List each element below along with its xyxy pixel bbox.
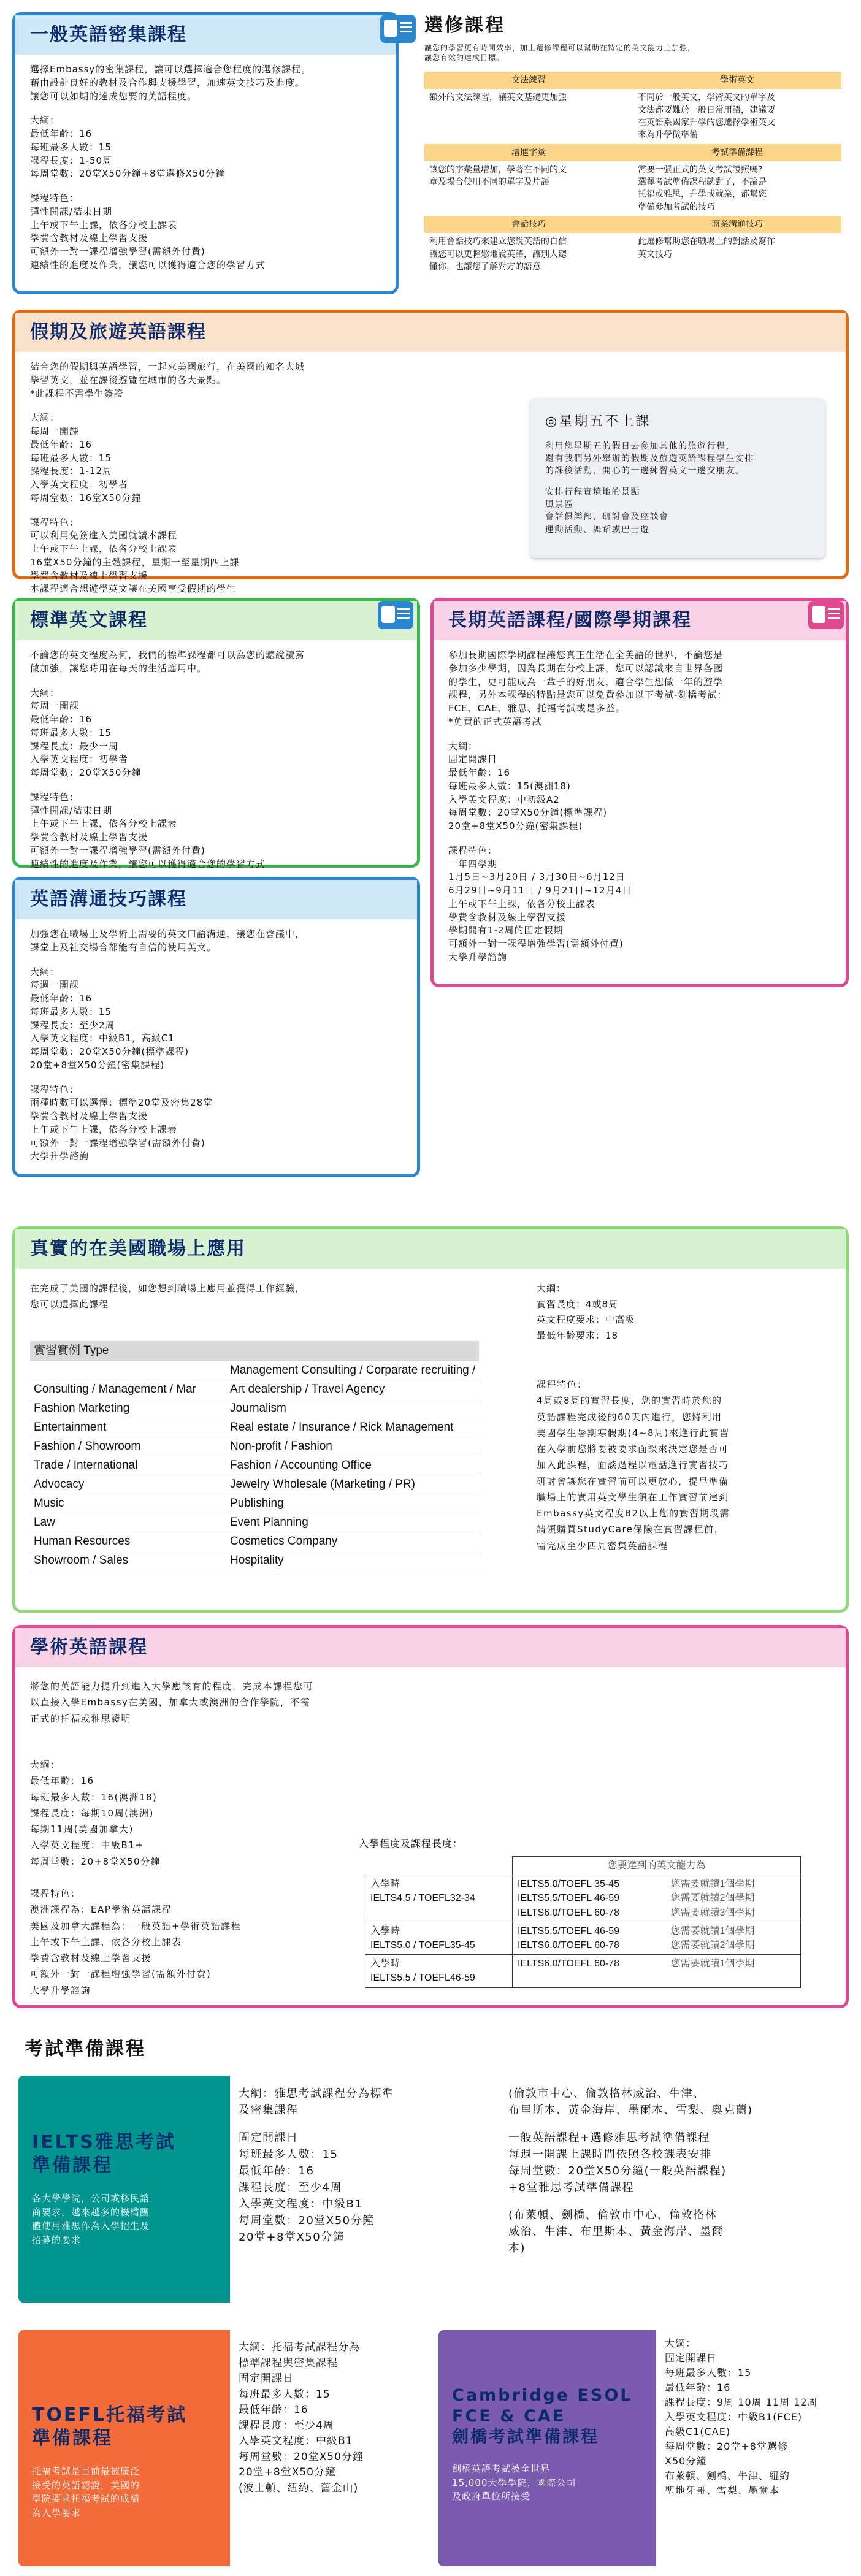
academic-course-title: 學術英語課程 (30, 1637, 148, 1659)
levels-header-row: 您要達到的英文能力為 (365, 1857, 801, 1875)
academic-course-card (12, 1625, 849, 2008)
career-course-title: 真實的在美國職場上應用 (30, 1238, 246, 1260)
friday-note-text: 利用您星期五的假日去參加其他的旅遊行程， 還有我們另外舉辦的假期及旅遊英語課程學生安排 的課後活動，開心的一邊練習英文一邊交朋友。 (545, 441, 754, 476)
ielts-title: IELTS雅思考試 準備課程 (32, 2131, 176, 2176)
academic-intro: 將您的英語能力提升到進入大學應該有的程度，完成本課程您可 以直接入學Embassy在美國，加拿大或澳洲的合作學院，不需 正式的托福或雅思證明 (30, 1681, 314, 1724)
communication-intro: 加強您在職場上及學術上需要的英文口語溝通，讓您在會議中， 課堂上及社交場合都能有自信的使用英文。 (30, 928, 305, 953)
electives-header-row: 文法練習 學術英文 (424, 72, 841, 89)
longterm-course-card (431, 598, 849, 987)
career-outline: 大綱： 實習長度：4或8周 英文程度要求：中高級 最低年齡要求：18 (537, 1283, 635, 1341)
standard-outline: 大綱： 每周一開課 最低年齡：16 每班最多人數：15 課程長度：最少一周 入學英文程度：初學者 每周堂數：20堂X50分鐘 (30, 687, 142, 778)
ielts-outline: 大綱：雅思考試課程分為標準 及密集課程 固定開課日 每班最多人數：15 最低年齡：16 課程長度：至少4周 入學英文程度：中級B1 每周堂數：20堂X50分鐘 20堂+8堂X50分鐘 (230, 2076, 500, 2303)
general-course-header (15, 15, 396, 55)
vacation-course-card (12, 310, 849, 595)
levels-table (365, 1856, 801, 1988)
communication-outline: 大綱： 每週一開課 最低年齡：16 每班最多人數：15 課程長度：至少2周 入學英文程度：中級B1，高級C1 每周堂數：20堂X50分鐘(標準課程) 20堂+8堂X50分鐘(密集課程) (30, 966, 189, 1071)
vacation-outline: 大綱： 每周一開課 最低年齡：16 每班最多人數：15 課程長度：1-12周 入學英文程度：初學者 每周堂數：16堂X50分鐘 (30, 412, 142, 503)
longterm-course-header (434, 601, 846, 640)
table-row: 入學時 IELTS4.5 / TOEFL32-34 IELTS5.0/TOEFL 35-45 IELTS5.5/TOEFL 46-59 IELTS6.0/TOEFL 60-78 您需要就讀1個學期 您需要就讀2個學期 您需要就讀3個學期 (365, 1875, 801, 1922)
table-row: Advocacy Jewelry Wholesale (Marketing / PR) (30, 1475, 479, 1494)
electives-row: 讓您的字彙量增加，學著在不同的文 章及場合使用不同的單字及片語 需要一張正式的英文考試證照嗎? 選擇考試準備課程就對了，不論是 托福或雅思，升學或就業，都幫您 準備參加考試的技巧 (429, 164, 767, 212)
table-row: Showroom / Sales Hospitality (30, 1551, 479, 1570)
general-features: 課程特色： 彈性開課/結束日期 上午或下午上課，依各分校上課表 學費含教材及線上學習支援 可額外一對一課程增強學習(需額外付費) 連續性的進度及作業，讓您可以獲得適合您的學習方式 (30, 193, 266, 270)
table-row: 入學時 IELTS5.0 / TOEFL35-45 IELTS5.5/TOEFL 46-59 IELTS6.0/TOEFL 60-78 您需要就讀1個學期 您需要就讀2個學期 (365, 1922, 801, 1954)
toefl-card (18, 2330, 420, 2566)
longterm-features: 課程特色： 一年四學期 1月5日~3月20日 / 3月30日~6月12日 6月29日~9月11日 / 9月21日~12月4日 上午或下午上課，依各分校上課表 學費含教材及線上學習支援 學期間有1-2周的固定假期 可額外一對一課程增強學習(需額外付費) 大學升學諮詢 (448, 844, 632, 963)
communication-course-body (30, 928, 402, 1163)
table-row: Fashion / Showroom Non-profit / Fashion (30, 1437, 479, 1456)
course-card-icon (808, 601, 844, 629)
vacation-features: 課程特色： 可以利用免簽進入美國就讀本課程 上午或下午上課，依各分校上課表 16堂X50分鐘的主體課程，星期一至星期四上課 學費含教材及線上學習支援 本課程適合想遊學英文讓在美國享受假期的學生 (30, 516, 240, 595)
vacation-course-body (30, 361, 521, 596)
friday-note-box (530, 399, 825, 558)
electives-section (405, 12, 846, 275)
standard-course-title: 標準英文課程 (30, 610, 148, 632)
toefl-desc: 托福考試是目前最被廣泛 接受的英語認證，美國的 學院要求托福考試的成績 為入學要求 (32, 2466, 140, 2518)
general-course-card (12, 12, 399, 294)
table-row: Entertainment Real estate / Insurance / Rick Management (30, 1418, 479, 1437)
exam-prep-heading: 考試準備課程 (25, 2038, 146, 2060)
ielts-card-left (18, 2076, 230, 2303)
general-course-title: 一般英語密集課程 (30, 24, 187, 46)
internship-table (30, 1341, 479, 1570)
general-course-body (30, 63, 381, 272)
table-row: Management Consulting / Corparate recruiting / (30, 1361, 479, 1380)
longterm-intro: 參加長期國際學期課程讓您真正生活在全英語的世界，不論您是 參加多少學期，因為長期在分校上課，您可以認識來自世界各國 的學生，更可能成為一輩子的好朋友，適合學生想做一年的遊學 課程，另外本課程的特點是您可以免費參加以下考試-劍橋考試： FCE、CAE、雅思、托福考試或是多益。 *免費的正式英語考試 (448, 649, 727, 727)
standard-intro: 不論您的英文程度為何，我們的標準課程都可以為您的聽說讀寫 做加強，讓您時用在每天的生活應用中。 (30, 649, 305, 674)
electives-header-row: 增進字彙 考試準備課程 (424, 144, 841, 161)
ielts-card (18, 2076, 846, 2303)
academic-features: 課程特色： 澳洲課程為：EAP學術英語課程 美國及加拿大課程為：一般英語+學術英語課程 上午或下午上課，依各分校上課表 學費含教材及線上學習支援 可額外一對一課程增強學習(需額外付費) 大學升學諮詢 (30, 1888, 242, 1996)
table-row: Human Resources Cosmetics Company (30, 1532, 479, 1551)
electives-header-row: 會話技巧 商業溝通技巧 (424, 216, 841, 233)
ielts-desc: 各大學學院，公司或移民諮 商要求，越來越多的機構團 體使用雅思作為入學招生及 招募的要求 (32, 2193, 150, 2245)
cambridge-card (438, 2330, 846, 2566)
table-row: 入學時 IELTS5.5 / TOEFL46-59 IELTS6.0/TOEFL 60-78 您需要就讀1個學期 (365, 1955, 801, 1987)
career-course-header (15, 1229, 846, 1269)
communication-features: 課程特色： 兩種時數可以選擇：標準20堂及密集28堂 學費含教材及線上學習支援 上午或下午上課，依各分校上課表 可額外一對一課程增強學習(需額外付費) 大學升學諮詢 (30, 1084, 213, 1162)
cambridge-outline: 大綱： 固定開課日 每班最多人數：15 最低年齡：16 課程長度：9周 10周 11周 12周 入學英文程度：中級B1(FCE) 高級C1(CAE) 每周堂數：20堂+8堂選修 X50分鐘 布萊頓、劍橋、牛津、紐約 聖地牙哥、雪梨、墨爾本 (656, 2330, 846, 2566)
communication-course-card (12, 877, 420, 1177)
standard-course-body (30, 649, 402, 871)
ielts-locations: (倫敦市中心、倫敦格林威治、牛津、 布里斯本、黃金海岸、墨爾本、雪梨、奧克蘭) 一般英語課程+選修雅思考試準備課程 每週一開課上課時間依照各校課表安排 每周堂數：20堂X50分鐘(一般英語課程) +8堂雅思考試準備課程 (布萊頓、劍橋、倫敦市中心、倫敦格林 威治、牛津、布里斯本、黃金海岸、墨爾 本) (500, 2076, 846, 2303)
toefl-card-left (18, 2330, 230, 2566)
electives-table (424, 72, 841, 275)
cambridge-card-left (438, 2330, 656, 2566)
toefl-title: TOEFL托福考試 準備課程 (32, 2404, 188, 2449)
longterm-course-body (448, 649, 831, 965)
communication-course-header (15, 880, 417, 919)
academic-outline: 大綱： 最低年齡：16 每班最多人數：16(澳洲18) 課程長度：每期10周(澳洲) 每期11周(美國加拿大) 入學英文程度：中級B1+ 每周堂數：20+8堂X50分鐘 (30, 1759, 161, 1867)
longterm-outline: 大綱： 固定開課日 最低年齡：16 每班最多人數：15(澳洲18) 入學英文程度：中初級A2 每周堂數：20堂X50分鐘(標準課程) 20堂+8堂X50分鐘(密集課程) (448, 740, 608, 831)
communication-course-title: 英語溝通技巧課程 (30, 889, 187, 911)
standard-features: 課程特色： 彈性開課/結束日期 上午或下午上課，依各分校上課表 學費含教材及線上學習支援 可額外一對一課程增強學習(需額外付費) 連續性的進度及作業，讓您可以獲得適合您的學習方式 (30, 791, 266, 869)
electives-title: 選修課程 (424, 15, 505, 36)
general-intro: 選擇Embassy的密集課程，讓可以選擇適合您程度的選修課程。 藉由設計良好的教材及合作與支援學習，加速英文技巧及進度。 讓您可以如期的達成您要的英語程度。 (30, 64, 312, 102)
table-row: Consulting / Management / Mar Art dealership / Travel Agency (30, 1380, 479, 1399)
electives-row: 利用會話技巧來建立您說英語的自信 讓您可以更輕鬆地說英語，讓別人聽 懂你，也讓您了解對方的語意 此選修幫助您在職場上的對話及寫作 英文技巧 (429, 237, 775, 272)
table-row: Music Publishing (30, 1494, 479, 1513)
vacation-course-title: 假期及旅遊英語課程 (30, 321, 207, 343)
course-card-icon (378, 601, 413, 629)
electives-intro: 讓您的學習更有時間效率，加上選修課程可以幫助在特定的英文能力上加強， 讓您有效的達成目標。 (424, 43, 696, 63)
cambridge-title: Cambridge ESOL FCE & CAE 劍橋考試準備課程 (452, 2386, 633, 2447)
table-row: Law Event Planning (30, 1513, 479, 1532)
levels-caption: 入學程度及課程長度： (359, 1838, 464, 1849)
career-features: 課程特色： 4周或8周的實習長度，您的實習時於您的 英語課程完成後的60天內進行，您將利用 美國學生暑期寒假期(4~8周)來進行此實習 在入學前您將要被要求面談來決定您是否可 加入此課程，面談過程以電話進行實習技巧 研討會讓您在實習前可以更放心，提早準備 職場上的實用英文學生須在工作實習前達到 Embassy英文程度B2以上您的實習期段需 請領購買StudyCare保險在實習課程前， 需完成至少四周密集英語課程 (537, 1379, 730, 1551)
longterm-course-title: 長期英語課程/國際學期課程 (448, 610, 692, 632)
friday-note-title: ◎星期五不上課 (545, 414, 651, 429)
table-row: Fashion Marketing Journalism (30, 1399, 479, 1418)
electives-row: 額外的文法練習，讓英文基礎更加強 不同於一般英文，學術英文的單字及 文法都要難於一般日常用語，建議要 在英語系國家升學的您選擇學術英文 來為升學做準備 (429, 93, 775, 140)
career-intro: 在完成了美國的課程後，如您想到職場上應用並獲得工作經驗， 您可以選擇此課程 (30, 1283, 305, 1310)
friday-note-activities: 安排行程實境地的景點 風景區 會話俱樂部、研討會及座談會 運動活動、舞蹈或巴士遊 (545, 487, 669, 535)
toefl-outline: 大綱：托福考試課程分為 標準課程與密集課程 固定開課日 每班最多人數：15 最低年齡：16 課程長度：至少4周 入學英文程度：中級B1 每周堂數：20堂X50分鐘 20堂+8堂X50分鐘 (波士頓、紐約、舊金山) (230, 2330, 420, 2566)
standard-course-header (15, 601, 417, 640)
general-outline: 大綱： 最低年齡：16 每班最多人數：15 課程長度：1-50周 每周堂數：20堂X50分鐘+8堂選修X50分鐘 (30, 115, 225, 180)
vacation-course-header (15, 313, 846, 352)
standard-course-card (12, 598, 420, 868)
cambridge-desc: 劍橋英語考試被全世界 15,000大學學院，國際公司 及政府單位所接受 (452, 2463, 576, 2502)
career-course-card (12, 1226, 849, 1613)
vacation-intro: 結合您的假期與英語學習，一起來美國旅行，在美國的知名大城 學習英文，並在課後遊覽在城市的各大景點。 *此課程不需學生簽證 (30, 361, 305, 399)
internship-table-header: 實習實例 Type (30, 1341, 479, 1361)
table-row: Trade / International Fashion / Accounting Office (30, 1456, 479, 1475)
academic-course-header (15, 1628, 846, 1667)
